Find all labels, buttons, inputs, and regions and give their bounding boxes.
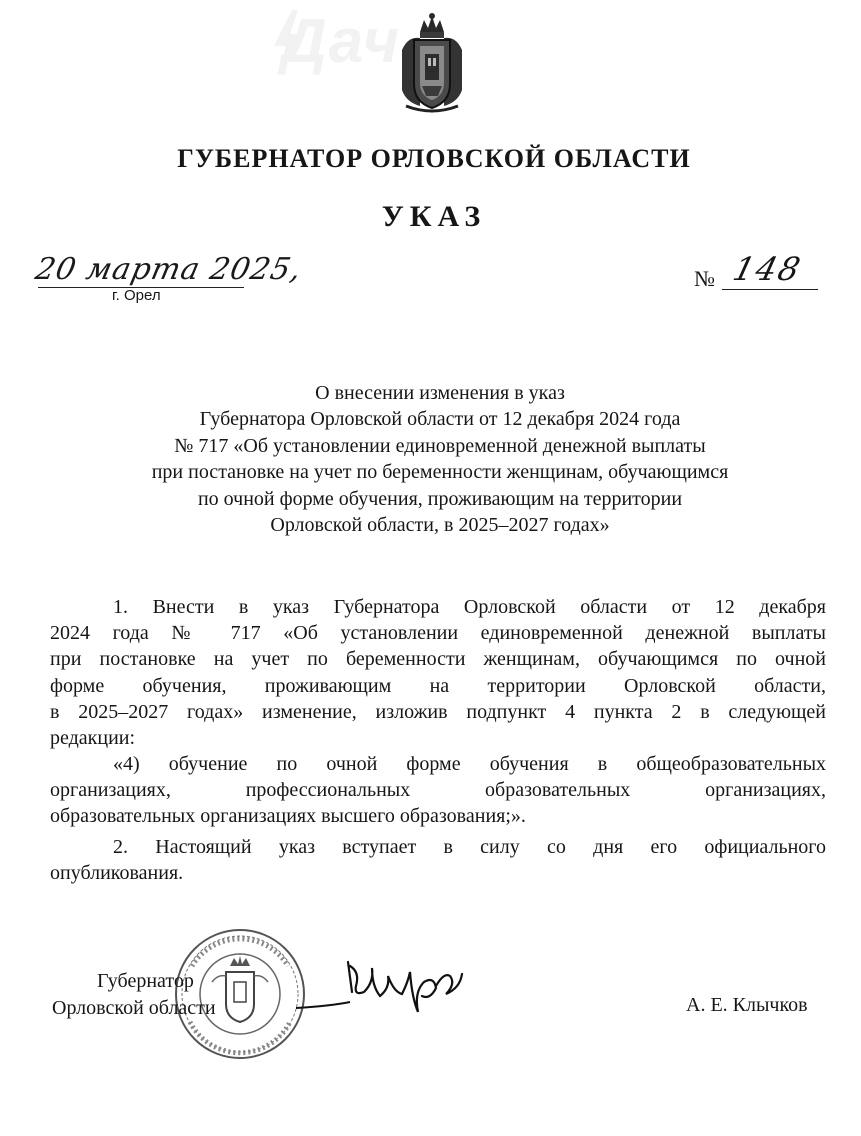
signer-position-line: Губернатор [97,970,194,992]
signer-position-line: Орловской области [52,997,216,1019]
watermark: Дач [282,7,402,76]
handwritten-date: 20 марта 2025, [32,252,306,287]
subject-line: при постановке на учет по беременности женщинам, обучающимся [151,461,729,484]
paragraph-line: образовательных организациях высшего образования;». [50,805,526,828]
coat-of-arms-icon [398,10,466,114]
number-underline [722,289,818,290]
paragraph-line: 2. Настоящий указ вступает в силу со дня его официального [113,836,826,858]
paragraph-line: 2024 года № 717 «Об установлении единовременной денежной выплаты [50,622,826,645]
handwritten-signature [290,952,480,1032]
paragraph-line: форме обучения, проживающим на территории Орловской области, [50,674,826,697]
subject-line: № 717 «Об установлении единовременной денежной выплаты [174,434,706,457]
subject-line: Губернатора Орловской области от 12 декабря 2024 года [199,408,681,431]
paragraph-line: «4) обучение по очной форме обучения в общеобразовательных [113,753,826,775]
subject-line: по очной форме обучения, проживающим на территории [197,487,683,510]
document-type: УКАЗ [381,200,487,233]
paragraph-line: при постановке на учет по беременности женщинам, обучающимся по очной [50,648,826,671]
issuer-title: ГУБЕРНАТОР ОРЛОВСКОЙ ОБЛАСТИ [177,144,691,173]
paragraph-line: редакции: [50,727,136,750]
subject-line: Орловской области, в 2025–2027 годах» [270,514,610,537]
number-label: № [694,266,715,291]
paragraph-line: 1. Внести в указ Губернатора Орловской области от 12 декабря [113,596,826,618]
subject-line: О внесении изменения в указ [315,382,565,404]
decree-subject [60,380,820,538]
paragraph-line: организациях, профессиональных образовательных организациях, [50,779,826,802]
signer-position [52,968,216,1022]
paragraph-line: в 2025–2027 годах» изменение, изложив подпункт 4 пункта 2 в следующей [50,700,826,723]
handwritten-number: 148 [729,250,806,288]
city-label: г. Орел [112,287,161,304]
paragraph-line: опубликования. [50,862,184,885]
signer-name: А. Е. Клычков [686,994,808,1016]
paragraph-1 [50,594,826,751]
paragraph-3 [50,834,826,886]
paragraph-2 [50,751,826,830]
